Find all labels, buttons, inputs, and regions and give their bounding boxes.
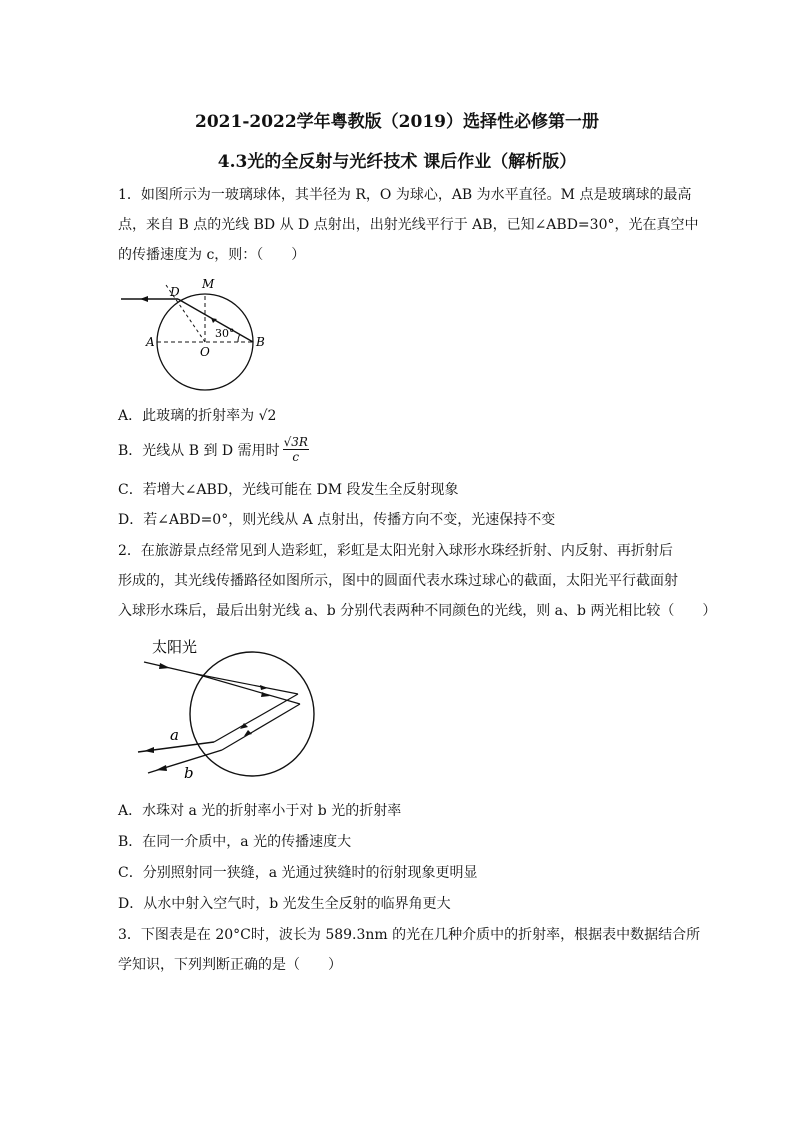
q1-label-o: O [200,345,210,359]
q1-option-a [118,405,276,425]
q2-option-c: C．分别照射同一狭缝，a 光通过狭缝时的衍射现象更明显 [118,865,478,881]
q1-option-d: D．若∠ABD=0°，则光线从 A 点射出，传播方向不变，光速保持不变 [118,512,556,528]
q1-option-b-numerator: √3R [283,435,308,449]
q1-label-d: D [170,285,180,299]
q2-rainbow-droplet-figure [130,632,320,787]
q1-stem-line1: 1．如图所示为一玻璃球体，其半径为 R，O 为球心，AB 为水平直径。M 点是玻璃球的最高 [118,187,692,203]
q1-label-m: M [202,277,215,291]
q1-label-b: B [256,335,265,349]
q1-label-angle: 30° [215,327,235,340]
q2-option-a: A．水珠对 a 光的折射率小于对 b 光的折射率 [118,803,402,819]
q1-label-a: A [146,335,155,349]
doc-title-line2: 4.3光的全反射与光纤技术 课后作业（解析版） [217,152,577,172]
q1-stem-line2: 点，来自 B 点的光线 BD 从 D 点射出，出射光线平行于 AB，已知∠ABD=30°，光在真空中 [118,217,699,233]
q1-option-c: C．若增大∠ABD，光线可能在 DM 段发生全反射现象 [118,482,459,498]
q3-stem-line1: 3．下图表是在 20°C时，波长为 589.3nm 的光在几种介质中的折射率，根据表中数据结合所 [118,927,701,943]
q1-option-a-math: √2 [258,408,277,424]
q1-option-b-text: B．光线从 B 到 D 需用时 [118,442,280,459]
q1-stem-line3: 的传播速度为 c，则：（ ） [118,247,306,263]
q1-option-b [118,435,309,464]
q1-option-a-text: A．此玻璃的折射率为 [118,408,255,424]
q2-option-d: D．从水中射入空气时，b 光发生全反射的临界角更大 [118,896,451,912]
q3-stem-line2: 学知识，下列判断正确的是（ ） [118,957,342,973]
q2-stem-line2: 形成的，其光线传播路径如图所示，图中的圆面代表水珠过球心的截面，太阳光平行截面射 [118,573,678,589]
q1-option-b-denominator: c [292,450,300,464]
q2-option-b: B．在同一介质中，a 光的传播速度大 [118,834,352,850]
q2-label-b: b [184,764,194,782]
q1-option-b-fraction [283,435,309,464]
q2-stem-line3: 入球形水珠后，最后出射光线 a、b 分别代表两种不同颜色的光线，则 a、b 两光相比较（ ） [118,603,717,619]
doc-title-line1: 2021-2022学年粤教版（2019）选择性必修第一册 [195,112,599,132]
q1-glass-sphere-figure [118,272,278,392]
q2-label-a: a [170,726,179,744]
q2-stem-line1: 2．在旅游景点经常见到人造彩虹，彩虹是太阳光射入球形水珠经折射、内反射、再折射后 [118,543,673,559]
q2-label-sunlight: 太阳光 [152,638,198,656]
